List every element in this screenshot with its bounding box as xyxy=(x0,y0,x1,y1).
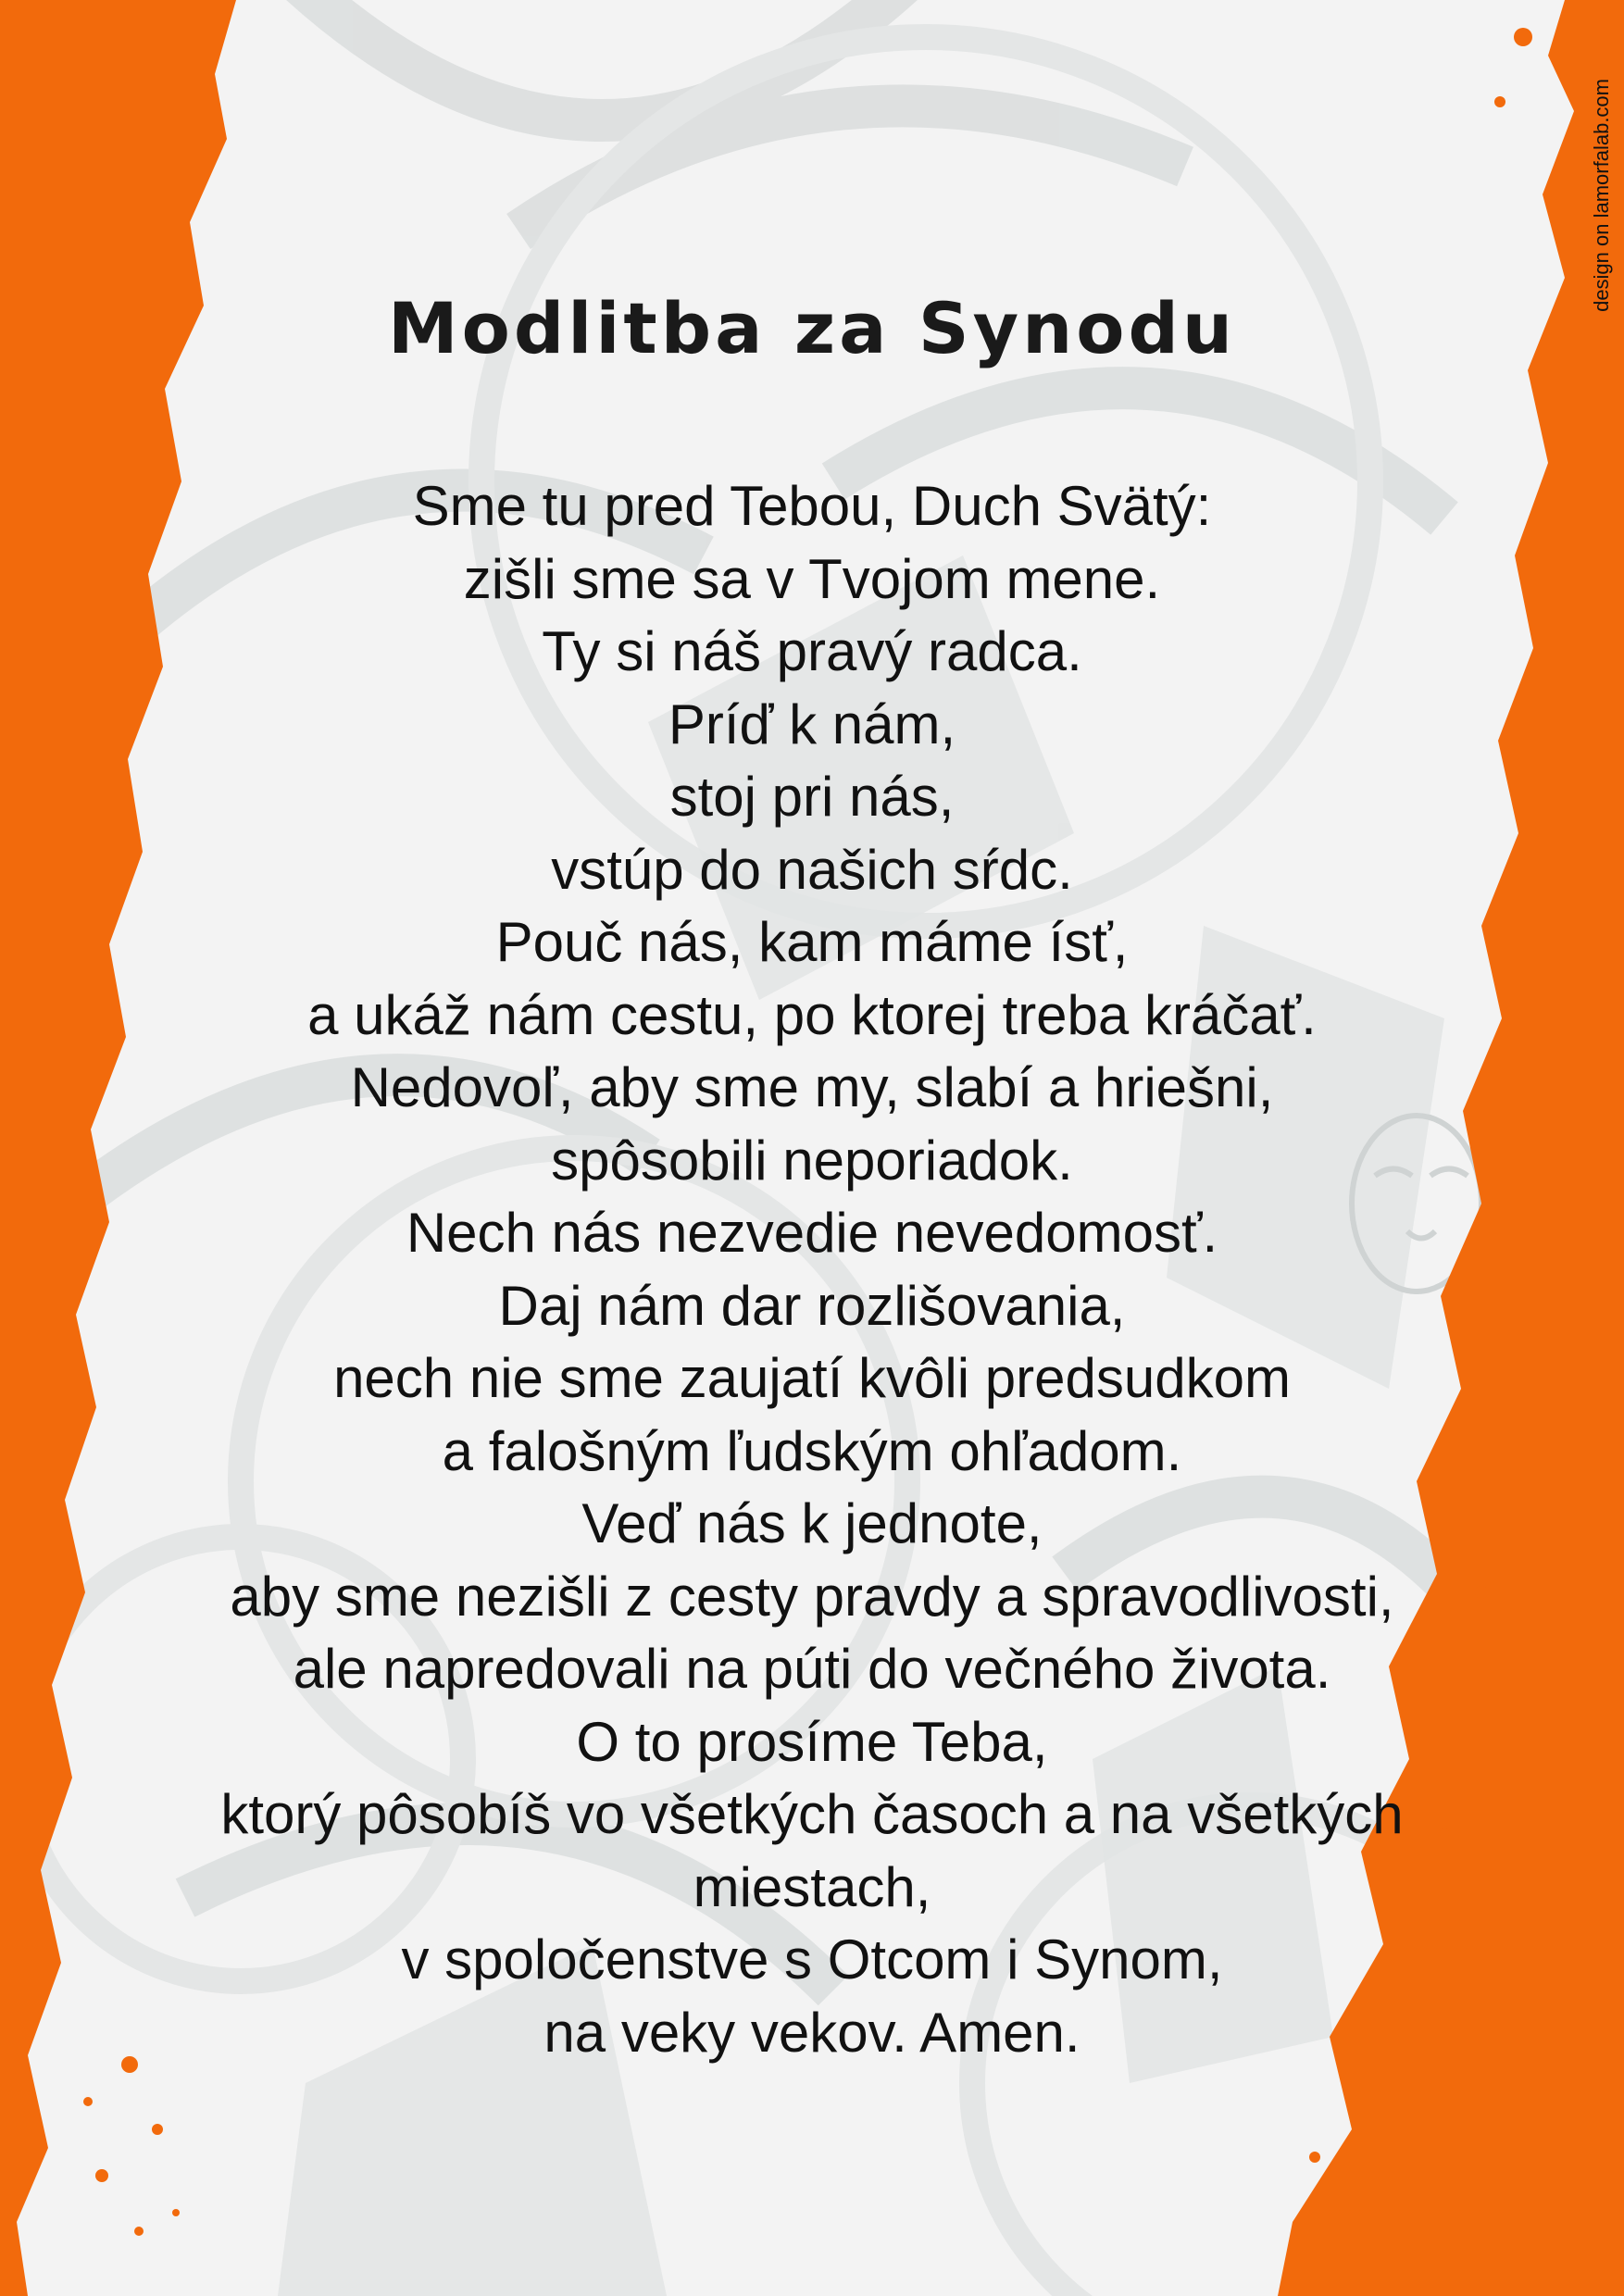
prayer-line: vstúp do našich sŕdc. xyxy=(551,838,1073,901)
prayer-line: nech nie sme zaujatí kvôli predsudkom xyxy=(333,1347,1291,1409)
prayer-line: Ty si náš pravý radca. xyxy=(542,620,1082,682)
prayer-line: ktorý pôsobíš vo všetkých časoch a na všetkých xyxy=(220,1783,1404,1845)
page-title: Modlitba za Synodu xyxy=(388,287,1236,369)
prayer-line: zišli sme sa v Tvojom mene. xyxy=(463,547,1161,610)
prayer-line: miestach, xyxy=(693,1855,931,1918)
prayer-line: Nedovoľ, aby sme my, slabí a hriešni, xyxy=(350,1056,1274,1118)
prayer-line: ale napredovali na púti do večného života. xyxy=(293,1638,1331,1700)
prayer-line: Pouč nás, kam máme ísť, xyxy=(495,911,1129,973)
prayer-line: v spoločenstve s Otcom i Synom, xyxy=(401,1928,1223,1990)
prayer-text xyxy=(148,470,1476,2069)
prayer-line: na veky vekov. Amen. xyxy=(543,2001,1081,2064)
prayer-line: Nech nás nezvedie nevedomosť. xyxy=(406,1202,1218,1264)
prayer-line: Veď nás k jednote, xyxy=(581,1492,1043,1554)
design-credit: design on lamorfalab.com xyxy=(1590,79,1613,312)
prayer-line: Daj nám dar rozlišovania, xyxy=(498,1274,1126,1337)
prayer-line: spôsobili neporiadok. xyxy=(551,1129,1073,1192)
prayer-line: Sme tu pred Tebou, Duch Svätý: xyxy=(412,475,1212,537)
prayer-line: a falošným ľudským ohľadom. xyxy=(442,1419,1182,1482)
prayer-line: O to prosíme Teba, xyxy=(576,1710,1048,1773)
prayer-line: aby sme nezišli z cesty pravdy a spravodlivosti, xyxy=(230,1565,1394,1628)
prayer-line: stoj pri nás, xyxy=(669,766,955,828)
prayer-line: a ukáž nám cestu, po ktorej treba kráčať. xyxy=(307,983,1317,1046)
prayer-line: Príď k nám, xyxy=(668,693,956,755)
